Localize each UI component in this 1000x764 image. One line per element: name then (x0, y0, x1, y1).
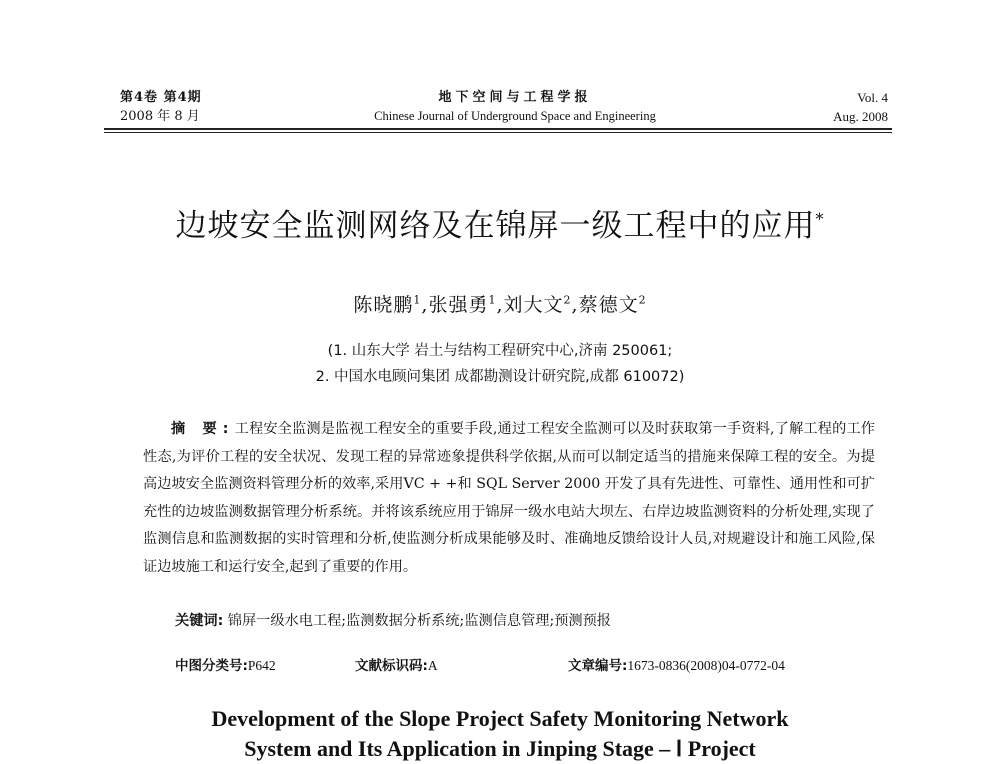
keywords-text: 锦屏一级水电工程;监测数据分析系统;监测信息管理;预测预报 (227, 613, 611, 629)
keywords (175, 610, 875, 630)
affiliation-1: (1. 山东大学 岩土与结构工程研究中心,济南 250061; (327, 343, 673, 359)
issue-date: 2008 年 8 月 (120, 109, 200, 124)
title-footnote-mark: * (815, 209, 825, 229)
classification-line (175, 654, 875, 674)
clc-value: P642 (247, 658, 276, 673)
document-code (355, 654, 438, 674)
article-no-label: 文章编号: (568, 658, 628, 674)
journal-header (0, 88, 1000, 128)
clc-code (175, 654, 276, 674)
date-en: Aug. 2008 (833, 109, 888, 124)
english-title-line1: Development of the Slope Project Safety Monitoring Network (211, 706, 789, 731)
author-aff: 2 (638, 293, 647, 307)
keywords-label: 关键词: (175, 613, 224, 629)
header-rule-thin (104, 132, 892, 133)
article-number (568, 654, 785, 674)
abstract (143, 416, 875, 581)
article-title-text: 边坡安全监测网络及在锦屏一级工程中的应用 (175, 208, 816, 244)
article-no-value: 1673-0836(2008)04-0772-04 (627, 658, 785, 673)
doc-code-label: 文献标识码: (355, 658, 428, 674)
author-name: 蔡德文 (578, 294, 639, 316)
english-title (0, 704, 1000, 764)
clc-label: 中图分类号: (175, 658, 248, 674)
article-title (0, 200, 1000, 245)
volume-issue: 第4卷 第4期 (120, 90, 202, 105)
issue-info (120, 88, 202, 126)
doc-code-value: A (427, 658, 438, 673)
journal-name-en: Chinese Journal of Underground Space and Engineering (374, 109, 656, 123)
author-name: 陈晓鹏 (353, 294, 414, 316)
author-name: 刘大文 (503, 294, 564, 316)
header-rule-thick (104, 128, 892, 130)
journal-name (300, 88, 730, 126)
english-title-line2: System and Its Application in Jinping Stage – Ⅰ Project (244, 736, 756, 761)
volume-en: Vol. 4 (857, 90, 888, 105)
abstract-label: 摘 要: (171, 421, 235, 437)
author-list: 陈晓鹏$^1$,张强勇$^1$,刘大文$^2$,蔡德文$^2$ (353, 293, 647, 316)
volume-info (833, 88, 888, 126)
journal-name-cn: 地下空间与工程学报 (438, 90, 592, 105)
author-aff: 1 (413, 293, 422, 307)
author-aff: 2 (563, 293, 572, 307)
affiliation-2: 2. 中国水电顾问集团 成都勘测设计研究院,成都 610072) (315, 369, 685, 385)
author-name: 张强勇 (428, 294, 489, 316)
abstract-text: 工程安全监测是监视工程安全的重要手段,通过工程安全监测可以及时获取第一手资料,了解工程的工作性态,为评价工程的安全状况、发现工程的异常迹象提供科学依据,从而可以制定适当的措施来保障工程的安全。为提高边坡安全监测资料管理分析的效率,采用VC + +和 SQL Server 2000 开发了具有先进性、可靠性、通用性和可扩充性的边坡监测数据管理分析系统。并将该系统应用于锦屏一级水电站大坝左、右岸边坡监测资料的分析处理,实现了监测信息和监测数据的实时管理和分析,使监测分析成果能够及时、准确地反馈给设计人员,对规避设计和施工风险,保证边坡施工和运行安全,起到了重要的作用。 (143, 421, 875, 575)
author-aff: 1 (488, 293, 497, 307)
